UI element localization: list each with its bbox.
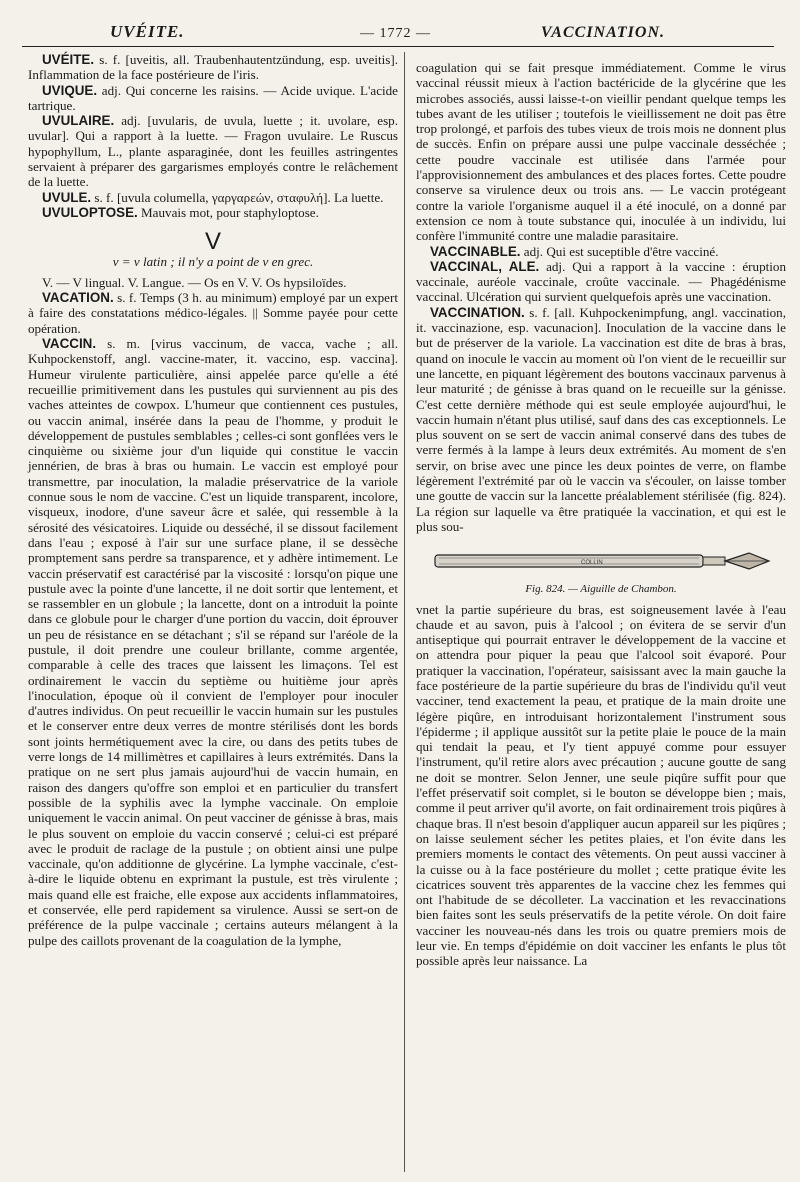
entry-text: s. f. Temps (3 h. au minimum) employé par un expert à faire des constatations médico-légales. || Somme payée pour cette opération. — [28, 290, 398, 336]
entry-vaccination-continued: vnet la partie supérieure du bras, est soigneusement lavée à l'eau chaude et au savon, puis à l'alcool ; on évitera de se servir d'un antiseptique qui pourrait entraver le développement de la vaccine et on attendra pour piquer la peau que l'alcool soit évaporé. Pour pratiquer la vaccination, l'opérateur, saisissant avec la main gauche la face postérieure de la partie supérieure du bras de l'individu qu'il veut vacciner, tend exactement la peau, et pratique de la main droite une légère piqûre, en introduisant horizontalement l'instrument sous l'épiderme ; il applique aussitôt sur la petite plaie le pouce de la main qui tendait la peau, et l'y tient appuyé comme pour essuyer l'instrument, qu'il retire alors avec précaution ; aucune goutte de sang ne doit se montrer. Selon Jenner, une seule piqûre suffit pour que l'effet préservatif soit complet, si le bouton se développe bien ; mais, comme il peut arriver qu'il avorte, on fait ordinairement trois piqûres à chaque bras. Il n'est besoin d'appliquer aucun appareil sur les piqûres ; on laisse seulement sécher les petites plaies, et l'on évite dans les premiers moments le contact des vêtements. On peut aussi vacciner à la cuisse ou à la face postérieure du mollet ; cette pratique évite les cicatrices souvent très apparentes de la vaccine chez les femmes qui ont l'habitude de se décolleter. La vaccination et les revaccinations bien faites sont les seuls préservatifs de la petite vérole. On doit faire vacciner les nouveau-nés dans les trois ou quatre premiers mois de leur vie. En temps d'épidémie on doit vacciner les enfants le plus tôt possible après leur naissance. La — [416, 601, 786, 969]
entry-text: s. m. [virus vaccinum, de vacca, vache ; all. Kuhpockenstoff, angl. vaccine-mater, it. vaccino, esp. vaccina]. Humeur virulente particulière, ainsi appelée parce qu'elle a été recueillie primitivement dans les pustules qui surviennent au pis des vaches atteintes de cowpox. L'humeur que contiennent ces pustules, ou vaccin animal, insérée dans la peau de l'homme, y produit le développement de pustules semblables ; celles-ci sont gonflées vers le cinquième ou sixième jour d'un liquide qui constitue le vaccin jennérien, de bras à bras ou humain. Le vaccin est employé pour transmettre, par inoculation, la maladie préservatrice de la variole connue sous le nom de vaccine. C'est un liquide transparent, incolore, visqueux, inodore, d'une saveur âcre et salée, qui ressemble à la sérosité des vésicatoires. Liquide ou desséché, il se dissout facilement dans l'eau ; exposé à l'air sur une surface plane, il se dessèche promptement sans perdre sa transparence, et y adhère intimement. Le vaccin préservatif est caractérisé par la viscosité : lorsqu'on pique une pustule avec la pointe d'une lancette, il ne doit sortir que lentement, et se rassembler en un globule ; la lancette, dont on a introduit la pointe dans ce globule pour le charger d'une portion du vaccin, doit éprouver un peu de résistance en se détachant ; s'il se répand sur l'aréole de la pustule, il doit prendre une couleur brillante, comme argentée, comparable à celle des traces que laissent les limaçons. Tel est ordinairement le vaccin du septième ou huitième jour après l'inoculation, époque où il convient de l'employer pour inoculer d'autres individus. On peut recueillir le vaccin humain sur les pustules et le conserver entre deux verres de montre stérilisés dont les bords sont joints hermétiquement avec la cire, ou dans des petits tubes de verre longs de 14 millimètres et capillaires à leurs extrémités. Dans la pratique on ne sert plus jamais aujourd'hui de vaccin humain, en raison des dangers qu'offre son emploi et en particulier du transfert possible de la syphilis avec la lymphe vaccinale. On emploie uniquement le vaccin animal. On peut vacciner de génisse à bras, mais le plus souvent on emploie du vaccin conservé ; celui-ci est préparé avec le produit de raclage de la pustule ; on obtient ainsi une pulpe vaccinale, qu'on additionne de glycérine. La lymphe vaccinale, c'est-à-dire le liquide obtenu en exprimant la pustule, est très virulente ; mais quand elle est fraiche, elle expose aux accidents inflammatoires, et conservée, elle perd rapidement sa virulence. Aussi se sert-on de préférence de la pulpe vaccinale ; certains auteurs mélangent à la pulpe des caillots provenant de la coagulation de la lymphe, — [28, 336, 399, 948]
figure-824 — [416, 544, 786, 597]
entry-uvuloptose — [28, 205, 398, 220]
headword: VACCINAL, ALE. — [430, 258, 540, 274]
entry-text: adj. Qui est suceptible d'être vacciné. — [523, 243, 719, 259]
running-header — [0, 14, 800, 50]
entry-uvulaire — [28, 113, 398, 189]
header-right-word: VACCINATION. — [540, 24, 665, 41]
entry-v: V. — V lingual. V. Langue. — Os en V. V. Os hypsiloïdes. — [42, 274, 347, 290]
headword: VACATION. — [42, 290, 114, 306]
entry-vaccin-continued: coagulation qui se fait presque immédiatement. Comme le virus vaccinal réussit mieux à l'action bactéricide de la glycérine que les microbes associés, aussi laisse-t-on vieillir pendant quelque temps les tubes avant de les utiliser ; toutefois le vieillissement ne doit pas être trop prolongé, et parfois des tubes vieux de trois mois ne donnent plus de succès. Enfin on prépare aussi une pulpe vaccinale desséchée ; cette poudre vaccinale est utilisée dans l'armée pour l'approvisionnement des ambulances et des places fortes. Cette poudre conserve sa virulence deux ou trois ans. — Le vaccin protégeant contre la variole l'organisme auquel il a été inoculé, on a donné par extension ce nom à toute substance qui, inoculée à un individu, lui confère l'immunité contre une maladie parasitaire. — [416, 60, 786, 244]
entry-vacation — [28, 290, 398, 336]
right-column — [416, 60, 786, 969]
entry-uvule — [28, 190, 398, 205]
entry-text: adj. Qui a rapport à la vaccine : éruption vaccinale, auréole vaccinale, croûte vaccinale. — Phagédénisme vaccinal. Ulcération qui survient quelquefois après une vaccination. — [416, 258, 786, 305]
v-latin-note: v = v latin ; il n'y a point de v en grec. — [112, 253, 314, 269]
headword: UVULE. — [42, 189, 92, 205]
chambon-needle-illustration — [431, 544, 771, 578]
header-rule — [22, 46, 774, 47]
headword: UVULOPTOSE. — [42, 204, 138, 220]
entry-text: adj. [uvularis, de uvula, luette ; it. uvolare, esp. uvular]. Qui a rapport à la luette. — Fragon uvulaire. Le Ruscus hypophyllum, L., plante asparaginée, dont les feuilles astringentes servaient à préparer des gargarismes employés contre le relâchement de la luette. — [28, 113, 399, 190]
headword: UVULAIRE. — [42, 113, 115, 129]
headword: UVÉITE. — [42, 52, 95, 67]
engraving-mark: COLLIN — [581, 560, 603, 567]
column-separator — [404, 52, 405, 1172]
headword: VACCINABLE. — [430, 243, 521, 259]
header-left-word: UVÉITE. — [110, 22, 185, 41]
page-number: — 1772 — — [360, 26, 431, 41]
headword: VACCINATION. — [430, 304, 525, 320]
figure-caption: Fig. 824. — Aiguille de Chambon. — [525, 583, 677, 596]
entry-text: s. f. [all. Kuhpockenimpfung, angl. vaccination, it. vaccinazione, esp. vacunacion]. Inoculation de la vaccine dans le but de préserver de la variole. La vaccination est dite de bras à bras, quand on inocule le vaccin au moment où l'on vient de le recueillir sur une lancette, en piquant légèrement des boutons vaccinaux parvenus à leur maturité ; de génisse à bras quand on le recueille sur la génisse. C'est cette dernière méthode qui est seule employée aujourd'hui, le vaccin humain n'étant plus utilisé, sauf dans des cas exceptionnels. Le plus souvent on se sert de vaccin animal conservé dans des tubes de verre fermés à la lampe à leurs deux extrémités. Au moment de s'en servir, on brise avec une pince les deux pointes de verre, on flambe légèrement l'extrémité par où le vaccin va s'écouler, on laisse tomber une goutte de vaccin sur la lancette préalablement stérilisée (fig. 824). La région sur laquelle va être pratiquée la vaccination, et qui est le plus sou- — [416, 304, 786, 534]
entry-vaccin — [28, 336, 398, 948]
left-column — [28, 52, 398, 948]
headword: UVIQUE. — [42, 82, 98, 98]
headword: VACCIN. — [42, 336, 97, 352]
entry-uvique — [28, 83, 398, 114]
entry-uveite — [28, 52, 398, 83]
entry-text: Mauvais mot, pour staphyloptose. — [141, 204, 319, 220]
entry-vaccinal — [416, 259, 786, 305]
entry-text: s. f. [uveitis, all. Traubenhautentzündung, esp. uveitis]. Inflammation de la face postérieure de l'iris. — [28, 52, 398, 83]
entry-vaccination — [416, 305, 786, 534]
entry-text: s. f. [uvula columella, γαργαρεών, σταφυλή]. La luette. — [94, 189, 384, 205]
entry-text: adj. Qui concerne les raisins. — Acide uvique. L'acide tartrique. — [28, 82, 398, 113]
entry-vaccinable — [416, 244, 786, 259]
section-letter-v: V — [204, 228, 221, 256]
